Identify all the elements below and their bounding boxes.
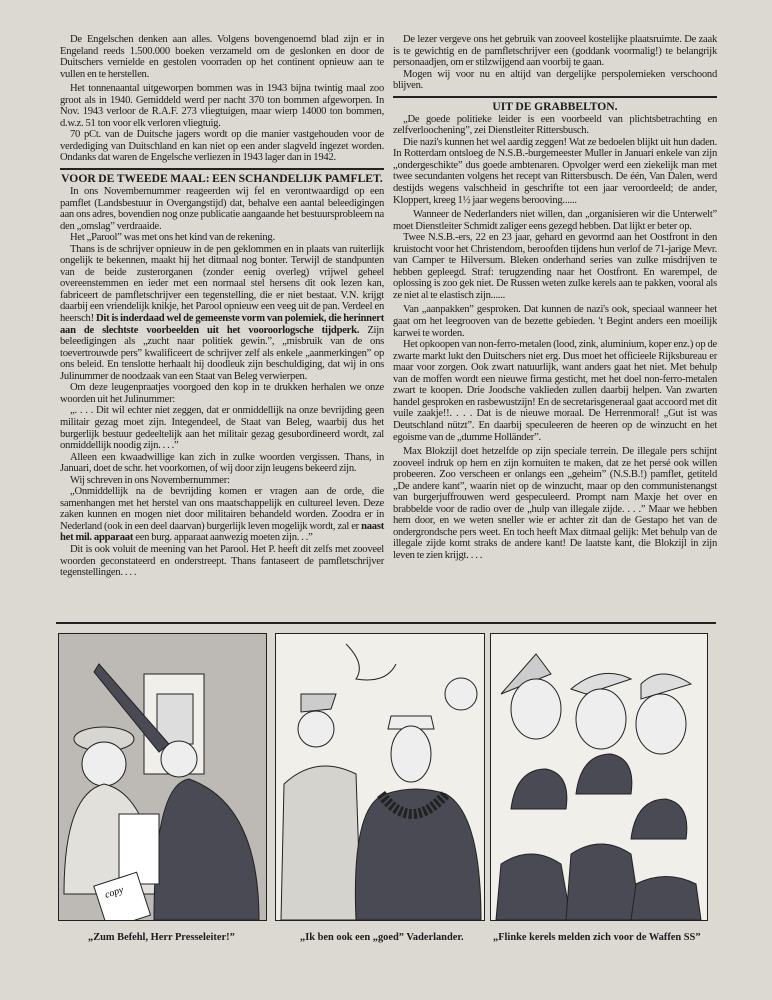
ss-helmets <box>511 754 687 839</box>
divider <box>56 622 716 624</box>
text: „Onmiddellijk na de bevrijding komen er vragen aan de orde, die samenhangen met het herstel van ons maatschappelijk en cultureel leven. Deze zaken kunnen en mogen niet door militairen behandeld worden. Zoodra er in Nederland (ook in een deel daarvan) burgerlijk leven mogelijk wordt, zal er <box>60 486 384 532</box>
item-paragraph: Wanneer de Nederlanders niet willen, dan „organisieren wir die Unterwelt” moet Dienstleiter Schmidt zaliger eens gezegd hebben. Dat lijkt er beter op. <box>393 209 717 232</box>
item-paragraph: Max Blokzijl doet hetzelfde op zijn speciale terrein. De illegale pers schijnt zooveel indruk op hem en zijn kornuiten te maken, dat ze het persé ook willen probeeren. Zoo verscheen er onlangs een „geheim” (N.S.B.!) pamflet, getiteld „De andere kant”, waarin niet op de winzucht, maar op den communistenangst van burgerjuffrouwen werd gespeculeerd. Prompt nam Maxje het over en brabbelde voor de radio over de „hulp van illegale zijde. . . .” Maar we hebben hem door, en we weten sneller wie er achter zit dan de Gestapo het van de ondergrondsche pers weet. En toch heeft Max ditmaal gelijk: Met behulp van de illegale zijde komt straks de andere kant! De laatste kant, die Blokzijl in zijn leven te zien krijgt. . . . <box>393 446 717 561</box>
article-title: VOOR DE TWEEDE MAAL: EEN SCHANDELIJK PAMFLET. <box>61 172 383 186</box>
bold-text: naast het mil. apparaat <box>60 520 384 544</box>
intro-paragraph: De Engelschen denken aan alles. Volgens bovengenoemd blad zijn er in Engeland reeds 1.500.000 boeken verzameld om de geslonken en door de Duitschers vernielde en gestolen voorraden op het continent opnieuw aan te vullen en te herstellen. <box>60 34 384 80</box>
soldier-figure <box>281 766 361 920</box>
bold-text: Dit is inderdaad wel de gemeenste vorm van polemiek, die herinnert aan de slechtste voorbeelden uit het vooroorlogsche tijdperk. <box>60 313 384 336</box>
editor-figure <box>154 779 259 920</box>
quote-paragraph <box>60 486 384 544</box>
quote-paragraph: „. . . . Dit wil echter niet zeggen, dat er onmiddellijk na onze bevrijding geen militair gezag moet zijn. Integendeel, de Staat van Beleg, waarbij dus het burgerlijk bestuur gedeeltelijk aan het militair gezag gesubordineerd wordt, zal onmiddellijk noodig zijn. . . .” <box>60 405 384 452</box>
section-title: UIT DE GRABBELTON. <box>492 99 618 113</box>
paper-stack <box>119 814 159 884</box>
article-paragraph: Dit is ook voluit de meening van het Parool. Het P. heeft dit zelfs met zooveel woorden geconstateerd en onderstreept. Thans fantaseert de pamfletschrijver tegenstellingen. . . . <box>60 543 384 579</box>
cartoon-panel-press <box>58 633 267 921</box>
cartoon-caption: „Zum Befehl, Herr Presseleiter!” <box>88 932 235 943</box>
item-paragraph: Het opkoopen van non-ferro-metalen (lood, zink, aluminium, koper enz.) op de zwarte markt lukt den Duitschers niet erg. Dus moet het officieele Rijksbureau er maar voor zorgen. Ook zwart natuurlijk, want anders gaat het niet. Met behulp van de moffen wordt een nieuwe firma gesticht, met het doel non-ferro-metalen zwart te koopen. Drie Joodsche vaklieden zullen daarbij helpen. Van zwarten handel gesproken en rasbewustzijn! En de secretarisgeneraal gaat accoord met dit vuile zaakje!!. . . . Dat is de nieuwe moraal. De Herrenmoral! „Gut ist was Deutschland nützt”. En daarbij speculeeren de heeren op de winzucht en het egoisme van de „dumme Holländer”. <box>393 339 717 443</box>
article-paragraph: In ons Novembernummer reageerden wij fel en verontwaardigd op een pamflet (Landsbestuur in Overgangstijd) dat, behalve een aantal beleedigingen aan ons adres, bovendien nog onze publicatie aangaande het bestuursprobleem na den „omslag” verdraaide. <box>60 186 384 232</box>
item-paragraph: Die nazi's kunnen het wel aardig zeggen! Wat ze bedoelen blijkt uit hun daden. In Rotterdam ontsloeg de N.S.B.-burgemeester Muller in Januari enkele van zijn „ondergeschikte” dus goede ambtenaren. Opvolger werd een ziekelijk man met twee secundanten volgens het recept van Rittersbusch. De één, Van Dalen, werd destijds wegens valschheid in geschrifte tot een jaar veroordeeld; de ander, Kloppert, kreeg 1½ jaar wegens berooving...... <box>393 136 717 206</box>
article-paragraph: Het „Parool” was met ons het kind van de rekening. <box>70 232 275 244</box>
cartoon-panel-vaderlander <box>275 633 485 921</box>
cartoon-press-illustration <box>59 634 266 920</box>
divider <box>393 96 717 98</box>
cartoon-panel-waffen-ss <box>490 633 708 921</box>
intro-paragraph: Het tonnenaantal uitgeworpen bommen was in 1943 bijna twintig maal zoo groot als in 1940. Gemiddeld werd per nacht 370 ton bommen afgeworpen. In Nov. 1943 verloor de R.A.F. 273 vliegtuigen, maar wierp 14000 ton bommen, d.w.z. 51 ton voor elk verloren vliegtuig. <box>60 83 384 129</box>
smoke <box>346 644 396 680</box>
closing-paragraph: De lezer vergeve ons het gebruik van zooveel kostelijke plaatsruimte. De zaak is te gewichtig en de pamfletschrijver een (goddank voormalig!) te belangrijk personaadjen, om er stilzwijgend aan voorbij te gaan. <box>393 34 717 69</box>
article-paragraph: Om deze leugenpraatjes voorgoed den kop in te drukken herhalen we onze woorden uit het Julinummer: <box>60 382 384 405</box>
cartoon-caption: „Flinke kerels melden zich voor de Waffen SS” <box>493 932 701 943</box>
item-paragraph: „De goede politieke leider is een voorbeeld van plichtsbetrachting en zelfverloochening”, zei Dienstleiter Rittersbusch. <box>393 113 717 137</box>
right-column <box>393 34 717 562</box>
copy-label: copy <box>103 884 125 901</box>
article-paragraph <box>60 244 384 383</box>
man-face <box>391 726 431 782</box>
divider <box>60 168 384 170</box>
cartoon-vaderlander-illustration <box>276 634 484 920</box>
cartoon-waffen-ss-illustration <box>491 634 707 920</box>
text: Zijn beleedigingen als „zucht naar politiek gewin.”, „misbruik van de ons toevertrouwde pers” kwalificeert de schrijver zelf als enkele „aanmerkingen” op ons beleid. En tenslotte herhaalt hij doodleuk zijn beschuldiging, dat wij in ons Julinummer de noodzaak van een Staat van Beleg verwierpen. <box>60 324 384 382</box>
item-paragraph: Van „aanpakken” gesproken. Dat kunnen de nazi's ook, speciaal wanneer het gaat om het leegrooven van de bezette gebieden. 't Begint anders een moeilijk karwei te worden. <box>393 304 717 339</box>
left-column <box>60 34 384 579</box>
article-paragraph: Alleen een kwaadwillige kan zich in zulke woorden vergissen. Thans, in Januari, doet de schr. het voorkomen, of wij door zijn leugens bekeerd zijn. <box>60 451 384 475</box>
text: een burg. apparaat aanwezig moeten zijn. . .” <box>133 532 313 544</box>
intro-paragraph: 70 pCt. van de Duitsche jagers wordt op die manier vastgehouden voor de verdediging van Duitschland en kan niet op een ander slagveld ingezet worden. Ondanks dat waren de Engelsche verliezen in 1943 lager dan in 1942. <box>60 129 384 164</box>
closing-paragraph: Mogen wij voor nu en altijd van dergelijke perspolemieken verschoond blijven. <box>393 68 717 92</box>
article-paragraph: Wij schreven in ons Novembernummer: <box>70 474 230 486</box>
text: Thans is de schrijver opnieuw in de pen geklommen en in plaats van ruiterlijk ongelijk te bekennen, maakt hij het ditmaal nog bonter. Terwijl de standpunten van de beide zusterorganen (zonder eenig overleg) vrijwel geheel overeenstemmen en ieder met een normaal stel hersens dit ook lezen kan, fabriceert de pamfletschrijver een tegenstelling, die er niet bestaat. V.N. krijgt daarbij een vriendelijk knikje, het Parool opnieuw een veeg uit de pan. Verdeel en heersch! <box>60 243 384 325</box>
cartoon-caption: „Ik ben ook een „goed” Vaderlander. <box>300 932 464 943</box>
item-paragraph: Twee N.S.B.-ers, 22 en 23 jaar, gehard en gevormd aan het Oostfront in den kruistocht voor het Christendom, beroofden tijdens hun verlof de 71-jarige Mevr. van Camper te Hilversum. Bleken onderhand series van zulke misdrijven te hebben gepleegd. Straf: terugzending naar het Oostfront. En warempel, de oplossing is zoo gek niet. De Russen weten zulke kerels aan te pakken, vooral als ze niet al te elastisch zijn...... <box>393 232 717 301</box>
